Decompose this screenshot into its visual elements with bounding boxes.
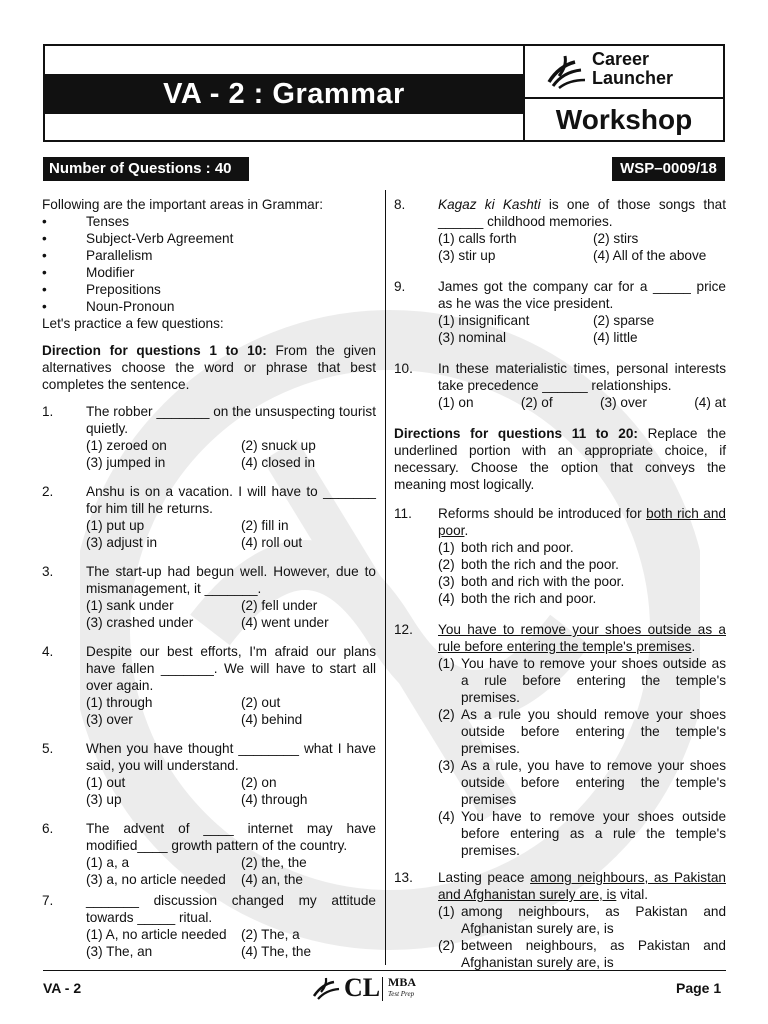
brand-divider	[523, 97, 725, 99]
option: (1) insignificant	[438, 313, 530, 328]
page-number: Page 1	[676, 980, 722, 996]
option: (4) through	[241, 792, 308, 807]
question-8: 8. Kagaz ki Kashti is one of those songs that ______ childhood memories. (1) calls forth (2) stirs (3) stir up (4) All of the above	[394, 197, 727, 263]
option: (3) nominal	[438, 330, 506, 345]
option: (2) fell under	[241, 598, 318, 613]
career-launcher-swirl-icon	[545, 52, 589, 92]
option: (3) up	[86, 792, 122, 807]
option: (1) a, a	[86, 855, 130, 870]
mba-label: MBA	[388, 975, 416, 989]
option: (4) behind	[241, 712, 303, 727]
question-3: 3. The start-up had begun well. However, due to mismanagement, it _______. (1) sank under (2) fell under (3) crashed under (4) went under	[42, 564, 376, 630]
direction-11-20: Directions for questions 11 to 20: Replace the underlined portion with an appropriate choice, if necessary. Choose the option that conveys the meaning most logically.	[394, 426, 727, 492]
option: (4) an, the	[241, 872, 303, 887]
option: (2) the, the	[241, 855, 307, 870]
question-1: 1. The robber _______ on the unsuspecting tourist quietly. (1) zeroed on (2) snuck up (3) jumped in (4) closed in	[42, 404, 376, 470]
option: (4) both the rich and poor.	[438, 591, 597, 606]
footer-section-label: VA - 2	[43, 980, 82, 996]
question-7: 7. _______ discussion changed my attitude towards _____ ritual. (1) A, no article needed (2) The, a (3) The, an (4) The, the	[42, 893, 376, 959]
question-11: 11. Reforms should be introduced for both rich and poor. (1) both rich and poor. (2) both the rich and the poor. (3) both and rich with the poor. (4) both the rich and poor.	[394, 506, 726, 606]
list-item: • Noun-Pronoun	[42, 298, 376, 315]
option: (2) As a rule you should remove your shoes outside before entering the temple's premises.	[438, 707, 726, 756]
page-title: VA - 2 : Grammar	[45, 74, 523, 114]
option: (3) both and rich with the poor.	[438, 574, 625, 589]
intro-practice: Let's practice a few questions:	[42, 316, 224, 331]
option: (2) The, a	[241, 927, 300, 942]
question-2: 2. Anshu is on a vacation. I will have to _______ for him till he returns. (1) put up (2) fill in (3) adjust in (4) roll out	[42, 484, 376, 550]
option: (1) out	[86, 775, 126, 790]
option: (1) A, no article needed	[86, 927, 227, 942]
question-text: Reforms should be introduced for both rich and poor.	[438, 506, 726, 538]
option: (2) both the rich and the poor.	[438, 557, 619, 572]
logo-divider	[382, 977, 383, 1001]
option: (4) went under	[241, 615, 329, 630]
footer-logo	[312, 974, 462, 1004]
option: (1) put up	[86, 518, 145, 533]
option: (2) stirs	[593, 231, 639, 246]
option: (3) jumped in	[86, 455, 166, 470]
question-text: _______ discussion changed my attitude towards _____ ritual.	[86, 893, 376, 925]
option: (4) The, the	[241, 944, 312, 959]
option: (4) little	[593, 330, 638, 345]
footer-rule	[43, 970, 726, 971]
list-item: • Prepositions	[42, 281, 376, 298]
question-10: 10. In these materialistic times, personal interests take precedence ______ relationships. (1) on (2) of (3) over (4) at	[394, 361, 726, 410]
question-6: 6. The advent of ____ internet may have modified____ growth pattern of the country. (1) a, a (2) the, the (3) a, no article needed (4) an, the	[42, 821, 376, 887]
list-item: • Modifier	[42, 264, 376, 281]
option: (3) adjust in	[86, 535, 158, 550]
cl-swirl-icon	[312, 976, 342, 1002]
grammar-areas-list	[42, 213, 376, 315]
list-item: • Tenses	[42, 213, 376, 230]
list-item: • Subject-Verb Agreement	[42, 230, 376, 247]
cl-logo-text: CL	[344, 973, 381, 1002]
option: (4) All of the above	[593, 248, 707, 263]
option: (4) closed in	[241, 455, 316, 470]
document-code-badge: WSP–0009/18	[612, 157, 725, 181]
question-5: 5. When you have thought ________ what I have said, you will understand. (1) out (2) on (3) up (4) through	[42, 741, 376, 807]
option: (1) among neighbours, as Pakistan and Afghanistan surely are, is	[438, 904, 726, 936]
question-text: The robber _______ on the unsuspecting tourist quietly.	[86, 404, 376, 436]
direction-1-10: Direction for questions 1 to 10: From the given alternatives choose the word or phrase that best completes the sentence.	[42, 343, 376, 392]
question-text: When you have thought ________ what I have said, you will understand.	[86, 741, 376, 773]
option: (1) You have to remove your shoes outside as a rule before entering the temple's premises.	[438, 656, 726, 705]
question-text: Lasting peace among neighbours, as Pakistan and Afghanistan surely are, is vital.	[438, 870, 726, 902]
question-text: Despite our best efforts, I'm afraid our plans have fallen _______. We will have to start all over again.	[86, 644, 376, 693]
option: (1) through	[86, 695, 153, 710]
question-text: Anshu is on a vacation. I will have to _______ for him till he returns.	[86, 484, 376, 516]
right-column	[394, 196, 726, 971]
question-12: 12. You have to remove your shoes outside as a rule before entering the temple's premises. (1) You have to remove your shoes outside as a rule before entering the temple's premises. (2) As a rule you should remove your shoes outside before entering the temple's premises. (3) As a rule, you have to remove your shoes outside before entering the temple's premises (4) You have to remove your shoes outside before entering as a rule the temple's premises.	[394, 622, 726, 858]
option: (2) sparse	[593, 313, 655, 328]
option: (3) over	[86, 712, 133, 727]
option: (3) a, no article needed	[86, 872, 226, 887]
question-text: The start-up had begun well. However, due to mismanagement, it _______.	[86, 564, 376, 596]
option: (2) of	[520, 395, 553, 410]
question-text: In these materialistic times, personal interests take precedence ______ relationships.	[438, 361, 726, 393]
question-4: 4. Despite our best efforts, I'm afraid our plans have fallen _______. We will have to start all over again. (1) through (2) out (3) over (4) behind	[42, 644, 376, 727]
option: (1) both rich and poor.	[438, 540, 574, 555]
brand-name: Career Launcher	[592, 49, 674, 88]
question-text: The advent of ____ internet may have modified____ growth pattern of the country.	[86, 821, 376, 853]
question-13: 13. Lasting peace among neighbours, as Pakistan and Afghanistan surely are, is vital. (1) among neighbours, as Pakistan and Afghanistan surely are, is (2) between neighbours, as Pakistan and Afghanistan surely are, is	[394, 870, 726, 970]
option: (2) snuck up	[241, 438, 316, 453]
column-divider	[385, 190, 386, 965]
option: (1) zeroed on	[86, 438, 167, 453]
question-text: You have to remove your shoes outside as a rule before entering the temple's premises.	[438, 622, 726, 654]
intro-lead: Following are the important areas in Grammar:	[42, 197, 324, 212]
question-count-badge: Number of Questions : 40	[43, 157, 249, 181]
option: (3) stir up	[438, 248, 496, 263]
option: (1) calls forth	[438, 231, 517, 246]
list-item: • Parallelism	[42, 247, 376, 264]
option: (2) fill in	[241, 518, 289, 533]
workshop-label: Workshop	[555, 104, 693, 135]
option: (4) You have to remove your shoes outside before entering as a rule the temple's premises.	[438, 809, 726, 858]
option: (3) over	[600, 395, 647, 410]
option: (3) crashed under	[86, 615, 194, 630]
left-column	[42, 196, 376, 960]
option: (3) The, an	[86, 944, 153, 959]
question-text: James got the company car for a _____ price as he was the vice president.	[438, 279, 726, 311]
option: (2) between neighbours, as Pakistan and Afghanistan surely are, is	[438, 938, 726, 970]
option: (4) at	[694, 395, 726, 410]
option: (2) out	[241, 695, 281, 710]
question-9: 9. James got the company car for a _____ price as he was the vice president. (1) insignificant (2) sparse (3) nominal (4) little	[394, 279, 726, 345]
option: (2) on	[241, 775, 277, 790]
test-prep-label: Test Prep	[388, 990, 415, 998]
option: (3) As a rule, you have to remove your shoes outside before entering the temple's premises	[438, 758, 726, 807]
option: (1) sank under	[86, 598, 174, 613]
option: (4) roll out	[241, 535, 303, 550]
option: (1) on	[438, 395, 474, 410]
question-text: Kagaz ki Kashti is one of those songs that ______ childhood memories.	[438, 197, 727, 229]
